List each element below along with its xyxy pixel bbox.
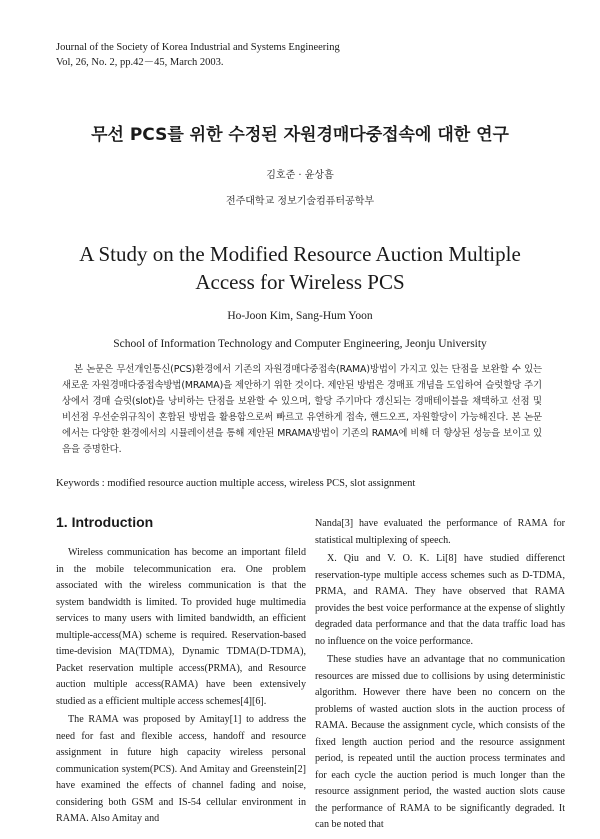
journal-volume: Vol, 26, No. 2, pp.42－45, March 2003. xyxy=(56,57,224,68)
section-heading-introduction: 1. Introduction xyxy=(56,514,154,530)
paragraph: X. Qiu and V. O. K. Li[8] have studied differenct reservation-type multiple access schemes such as D-TDMA, PRMA, and RAMA. They have observed that RAMA provides the best voice performance at the expense of slightly degraded data performance and that the data traffic load has no influence on the voice performance. xyxy=(315,553,565,647)
paragraph: Wireless communication has become an important fileld in the mobile telecommunication era. One problem associated with the wireless communication is that the system bandwidth is limited. To provided huge multimedia services to many users with limited bandwidth, an efficient multiple-access(MA) scheme is required. Reservation-based time-devision MA(TDMA), Dynamic TDMA(D-TDMA), Packet reservation multiple access(PRMA), and Resource auction multiple access(RAMA) have been extensively studied as a efficient multiple access schemes[4][6]. xyxy=(56,547,306,707)
english-affiliation: School of Information Technology and Computer Engineering, Jeonju University xyxy=(113,338,487,350)
korean-authors: 김호준 · 윤상흠 xyxy=(266,170,334,181)
english-title-line1: A Study on the Modified Resource Auction Multiple xyxy=(79,242,521,266)
journal-name: Journal of the Society of Korea Industrial and Systems Engineering xyxy=(56,42,340,53)
korean-title: 무선 PCS를 위한 수정된 자원경매다중접속에 대한 연구 xyxy=(91,125,509,145)
abstract: 본 논문은 무선개인통신(PCS)환경에서 기존의 자원경매다중접속(RAMA)방법이 가지고 있는 단점을 보완할 수 있는 새로운 자원경매다중접속방법(MRAMA)을 제안하기 위한 것이다. 제안된 방법은 경매표 개념을 도입하여 슬럿할당 주기 상에서 경매 슬럿(slot)을 낭비하는 단점을 보완할 수 있으며, 할당 주기마다 갱신되는 경매테이블을 채택하고 선점 및 비선점 우선순위규칙이 혼합된 방법을 활용함으로써 빠르고 유연하게 접속, 핸드오프, 자원할당이 가능해진다. 본 논문에서는 다양한 환경에서의 시뮬레이션을 통해 제안된 MRAMA방법이 기존의 RAMA에 비해 더 향상된 성능을 보이고 있음을 증명한다. xyxy=(62,364,542,455)
korean-affiliation: 전주대학교 정보기술컴퓨터공학부 xyxy=(225,196,375,207)
left-column xyxy=(56,545,306,828)
paragraph: The RAMA was proposed by Amitay[1] to address the need for fast and flexible access, handoff and resource assignment in future high capacity wireless personal communication system(PCS). And Amitay and Greenstein[2] have examined the effects of channel fading and noise, considering both GSM and IS-54 cellular environment in RAMA. Also Amitay and xyxy=(56,714,306,824)
keywords: Keywords : modified resource auction multiple access, wireless PCS, slot assignment xyxy=(56,478,416,489)
right-column xyxy=(315,516,565,834)
journal-header xyxy=(56,40,340,70)
english-title xyxy=(0,240,600,296)
english-title-line2: Access for Wireless PCS xyxy=(195,270,405,294)
paragraph: Nanda[3] have evaluated the performance of RAMA for statistical multiplexing of speech. xyxy=(315,518,565,546)
english-authors: Ho-Joon Kim, Sang-Hum Yoon xyxy=(227,310,373,322)
paragraph: These studies have an advantage that no communication resources are missed due to collisions by using deterministic algorithm. However there have been no concern on the problems of wasted auction slots in the auction process of RAMA. Because the assignment cycle, which consists of the fixed length auction period and the resource assignment period, is repeated until the auction process terminates and for each cycle the auction period is much longer than the resource assignment period, the wasted auction slots cause the performance of RAMA to be significantly degraded. It can be noted that xyxy=(315,654,565,830)
